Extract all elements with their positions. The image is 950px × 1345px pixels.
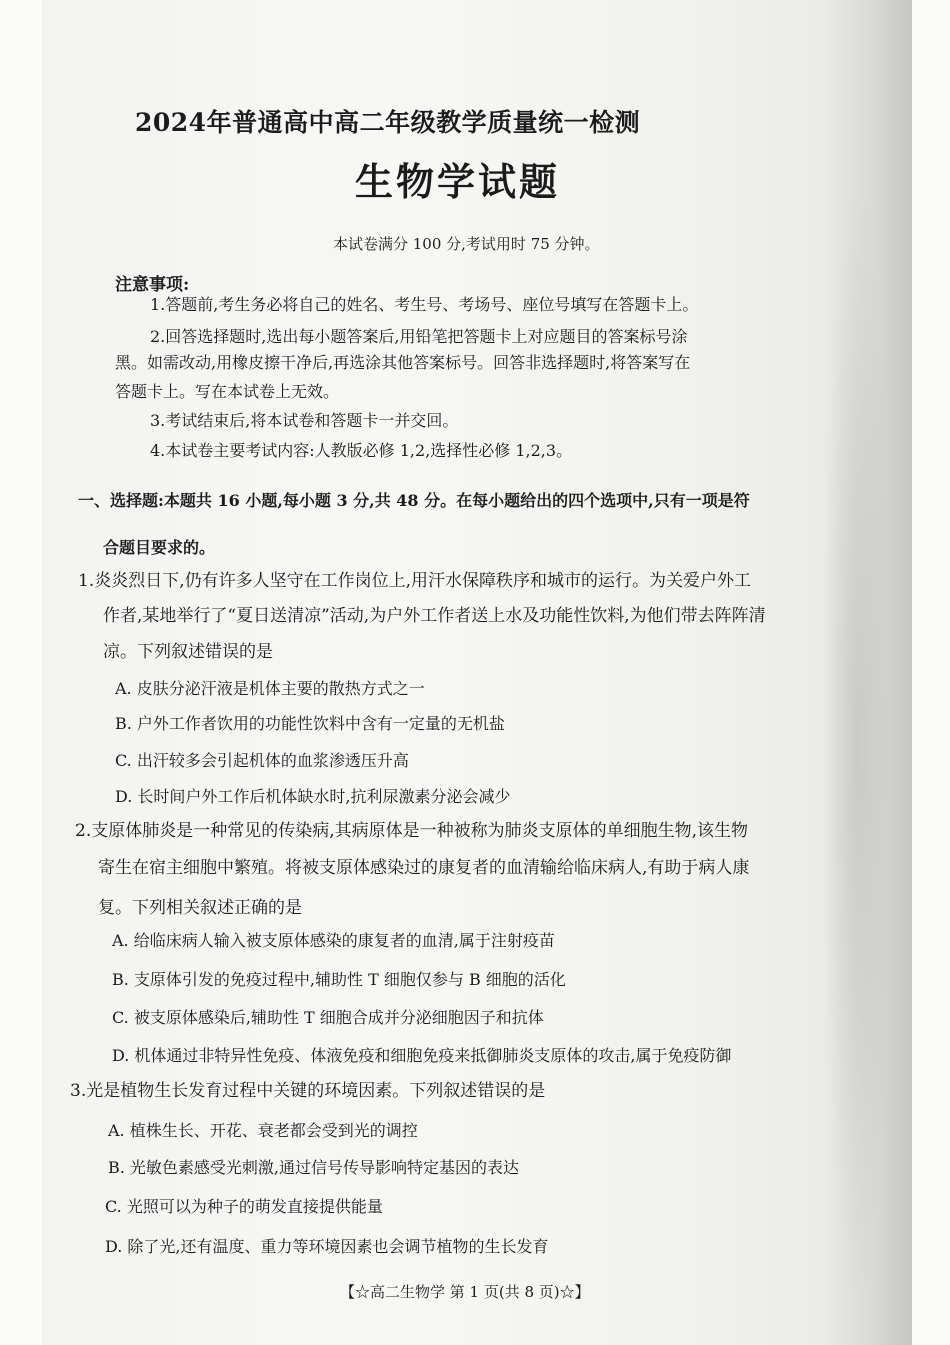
question-3-option-d: D. 除了光,还有温度、重力等环境因素也会调节植物的生长发育 [105, 1237, 549, 1256]
question-2-stem-line-1: 2.支原体肺炎是一种常见的传染病,其病原体是一种被称为肺炎支原体的单细胞生物,该生物 [75, 821, 749, 841]
notice-item-2-line-1: 2.回答选择题时,选出每小题答案后,用铅笔把答题卡上对应题目的答案标号涂 [150, 327, 688, 346]
question-3-option-b: B. 光敏色素感受光刺激,通过信号传导影响特定基因的表达 [108, 1158, 520, 1177]
question-1-option-a: A. 皮肤分泌汗液是机体主要的散热方式之一 [115, 679, 425, 698]
question-1-stem-line-2: 作者,某地举行了“夏日送清凉”活动,为户外工作者送上水及功能性饮料,为他们带去阵阵清 [103, 606, 766, 626]
question-2-option-d: D. 机体通过非特异性免疫、体液免疫和细胞免疫来抵御肺炎支原体的攻击,属于免疫防御 [112, 1046, 732, 1065]
question-3-option-c: C. 光照可以为种子的萌发直接提供能量 [105, 1197, 383, 1216]
notice-item-2-line-3: 答题卡上。写在本试卷上无效。 [115, 382, 340, 401]
notice-item-1: 1.答题前,考生务必将自己的姓名、考生号、考场号、座位号填写在答题卡上。 [150, 295, 699, 314]
section-heading-line-2: 合题目要求的。 [103, 538, 216, 557]
page-footer: 【☆高二生物学 第 1 页(共 8 页)☆】 [340, 1283, 590, 1301]
question-3-stem-line-1: 3.光是植物生长发育过程中关键的环境因素。下列叙述错误的是 [70, 1081, 546, 1101]
question-2-option-b: B. 支原体引发的免疫过程中,辅助性 T 细胞仅参与 B 细胞的活化 [112, 970, 566, 989]
question-2-option-c: C. 被支原体感染后,辅助性 T 细胞合成并分泌细胞因子和抗体 [112, 1008, 544, 1027]
notice-heading: 注意事项: [115, 275, 190, 295]
section-heading-line-1: 一、选择题:本题共 16 小题,每小题 3 分,共 48 分。在每小题给出的四个选项中,只有一项是符 [78, 491, 750, 510]
right-margin [912, 0, 950, 1345]
notice-item-3: 3.考试结束后,将本试卷和答题卡一并交回。 [150, 411, 459, 430]
exam-title: 2024年普通高中高二年级教学质量统一检测 [135, 108, 641, 137]
notice-item-2-line-2: 黑。如需改动,用橡皮擦干净后,再选涂其他答案标号。回答非选择题时,将答案写在 [115, 353, 691, 372]
question-2-option-a: A. 给临床病人输入被支原体感染的康复者的血清,属于注射疫苗 [112, 931, 555, 950]
question-2-stem-line-2: 寄生在宿主细胞中繁殖。将被支原体感染过的康复者的血清输给临床病人,有助于病人康 [98, 858, 750, 878]
question-2-stem-line-3: 复。下列相关叙述正确的是 [98, 898, 302, 918]
notice-item-4: 4.本试卷主要考试内容:人教版必修 1,2,选择性必修 1,2,3。 [150, 441, 573, 460]
question-1-option-d: D. 长时间户外工作后机体缺水时,抗利尿激素分泌会减少 [115, 787, 511, 806]
exam-info: 本试卷满分 100 分,考试用时 75 分钟。 [333, 235, 600, 253]
question-1-stem-line-1: 1.炎炎烈日下,仍有许多人坚守在工作岗位上,用汗水保障秩序和城市的运行。为关爱户外工 [78, 571, 752, 591]
left-margin [0, 0, 42, 1345]
subject-title: 生物学试题 [355, 159, 561, 204]
question-1-option-c: C. 出汗较多会引起机体的血浆渗透压升高 [115, 751, 409, 770]
question-1-option-b: B. 户外工作者饮用的功能性饮料中含有一定量的无机盐 [115, 714, 505, 733]
paper-smudge [822, 170, 892, 1320]
question-3-option-a: A. 植株生长、开花、衰老都会受到光的调控 [108, 1121, 418, 1140]
question-1-stem-line-3: 凉。下列叙述错误的是 [103, 642, 273, 662]
